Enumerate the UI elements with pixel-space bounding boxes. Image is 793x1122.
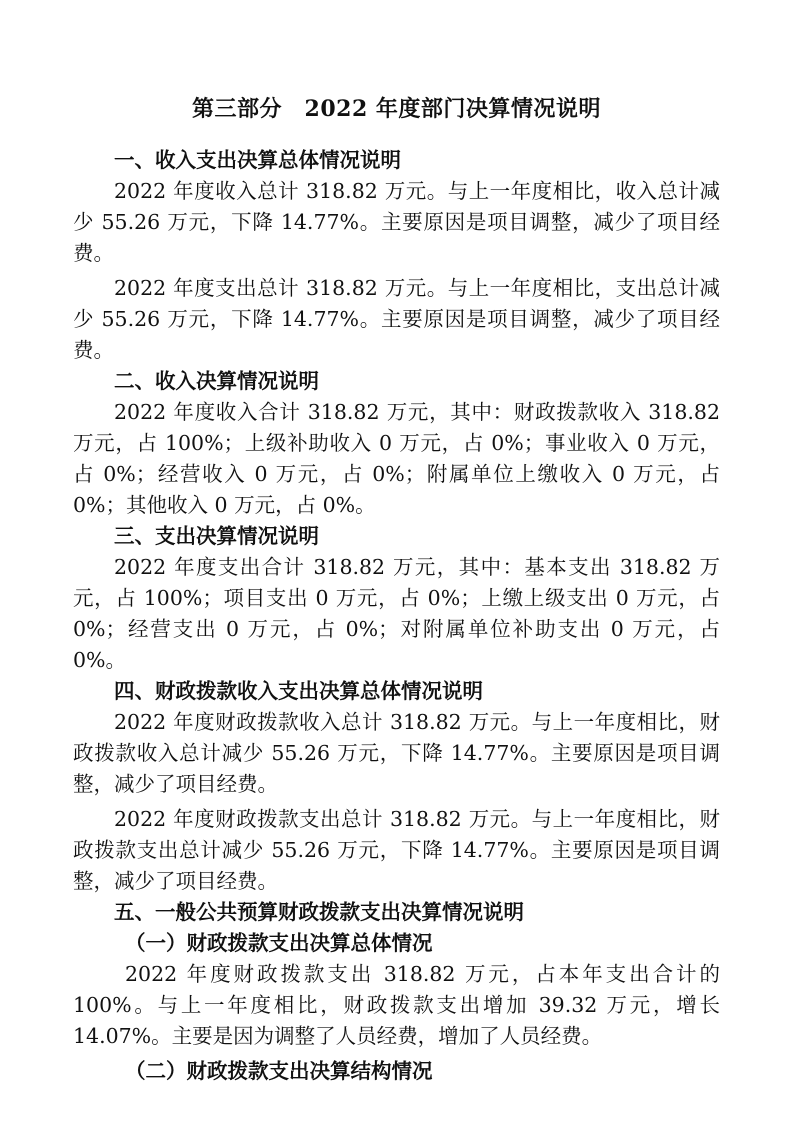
paragraph: 2022 年度支出总计 318.82 万元。与上一年度相比，支出总计减少 55.26 万元，下降 14.77%。主要原因是项目调整，减少了项目经费。 [73, 276, 720, 362]
section-heading: 一、收入支出决算总体情况说明 [114, 148, 401, 172]
section-heading: 三、支出决算情况说明 [114, 524, 319, 548]
subsection-heading: （二）财政拨款支出决算结构情况 [125, 1059, 433, 1083]
paragraph: 2022 年度财政拨款支出总计 318.82 万元。与上一年度相比，财政拨款支出总计减少 55.26 万元，下降 14.77%。主要原因是项目调整，减少了项目经费。 [73, 807, 720, 893]
paragraph: 2022 年度财政拨款收入总计 318.82 万元。与上一年度相比，财政拨款收入总计减少 55.26 万元，下降 14.77%。主要原因是项目调整，减少了项目经费。 [73, 710, 720, 796]
paragraph: 2022 年度收入合计 318.82 万元，其中：财政拨款收入 318.82 万元，占 100%；上级补助收入 0 万元，占 0%；事业收入 0 万元，占 0%；经营收入 0 万元，占 0%；附属单位上缴收入 0 万元，占 0%；其他收入 0 万元，占 0%。 [73, 400, 720, 517]
section-heading: 二、收入决算情况说明 [114, 369, 319, 393]
section-heading: 四、财政拨款收入支出决算总体情况说明 [114, 679, 483, 703]
section-heading: 五、一般公共预算财政拨款支出决算情况说明 [114, 900, 524, 924]
page-title: 第三部分 2022 年度部门决算情况说明 [192, 96, 601, 122]
paragraph: 2022 年度收入总计 318.82 万元。与上一年度相比，收入总计减少 55.26 万元，下降 14.77%。主要原因是项目调整，减少了项目经费。 [73, 179, 720, 265]
paragraph: 2022 年度财政拨款支出 318.82 万元，占本年支出合计的 100%。与上一年度相比，财政拨款支出增加 39.32 万元，增长 14.07%。主要是因为调整了人员经费，增加了人员经费。 [73, 962, 720, 1048]
subsection-heading: （一）财政拨款支出决算总体情况 [125, 931, 433, 955]
paragraph: 2022 年度支出合计 318.82 万元，其中：基本支出 318.82 万元，占 100%；项目支出 0 万元，占 0%；上缴上级支出 0 万元，占 0%；经营支出 0 万元，占 0%；对附属单位补助支出 0 万元，占 0%。 [73, 555, 720, 672]
